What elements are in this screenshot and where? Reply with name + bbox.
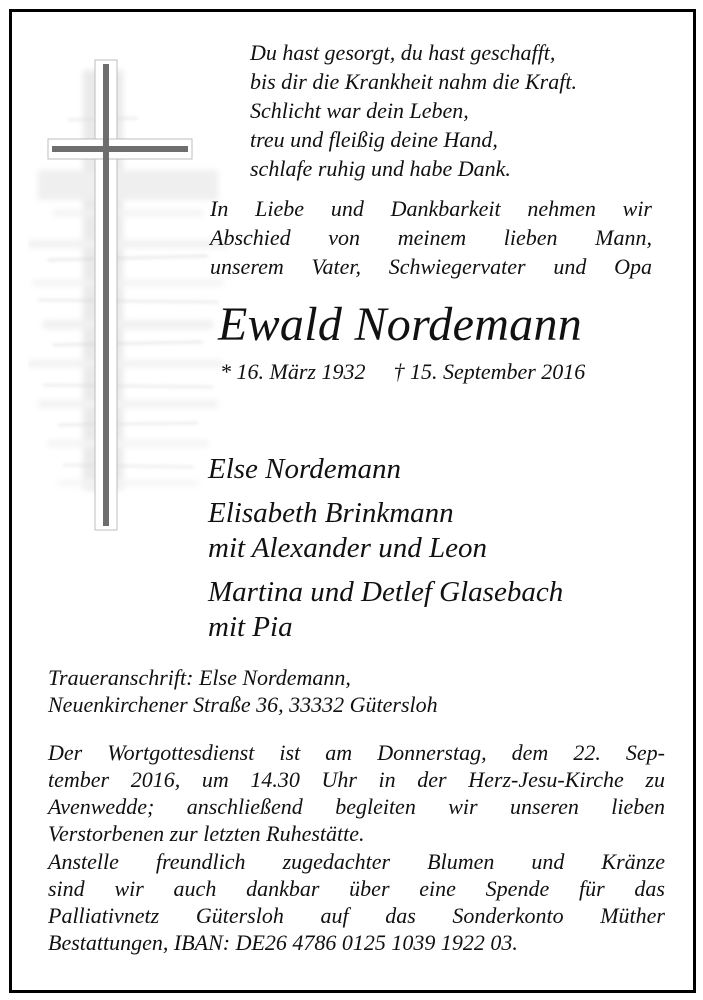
- mourner-group: [208, 496, 668, 566]
- poem: [250, 38, 670, 183]
- address-line: Neuenkirchener Straße 36, 33332 Gütersloh: [48, 692, 438, 717]
- life-dates: [220, 358, 670, 386]
- mourner-name: Else Nordemann: [208, 453, 402, 485]
- donation-line: Bestattungen, IBAN: DE26 4786 0125 1039 1922 03.: [48, 930, 518, 955]
- mourner-name: Martina und Detlef Glasebach: [208, 576, 564, 608]
- intro-line: Abschied von meinem lieben Mann,: [210, 225, 652, 250]
- service-line: tember 2016, um 14.30 Uhr in der Herz-Jesu-Kirche zu: [48, 767, 665, 792]
- service-line: Der Wortgottesdienst ist am Donnerstag, dem 22. Sep-: [48, 740, 665, 765]
- service-line: Verstorbenen zur letzten Ruhestätte.: [48, 821, 365, 846]
- service-info: [48, 739, 665, 847]
- obituary-notice: [9, 9, 696, 993]
- intro-line: unserem Vater, Schwiegervater und Opa: [210, 254, 652, 279]
- donation-line: Palliativnetz Gütersloh auf das Sonderkonto Müther: [48, 903, 665, 928]
- intro-text: [210, 194, 652, 281]
- donation-line: Anstelle freundlich zugedachter Blumen und Kränze: [48, 849, 665, 874]
- cross-icon: [28, 30, 228, 540]
- birth-date: * 16. März 1932: [220, 359, 366, 384]
- poem-line: Du hast gesorgt, du hast geschafft,: [250, 40, 556, 65]
- mourners-list: [208, 452, 668, 654]
- service-line: Avenwedde; anschließend begleiten wir unseren lieben: [48, 794, 665, 819]
- poem-line: schlafe ruhig und habe Dank.: [250, 156, 511, 181]
- mourner-group: [208, 575, 668, 645]
- mourner-name: mit Pia: [208, 611, 293, 643]
- poem-line: treu und fleißig deine Hand,: [250, 127, 498, 152]
- donation-line: sind wir auch dankbar über eine Spende für das: [48, 876, 665, 901]
- mourner-name: mit Alexander und Leon: [208, 532, 487, 564]
- mourner-name: Elisabeth Brinkmann: [208, 497, 454, 529]
- address-line: Traueranschrift: Else Nordemann,: [48, 665, 351, 690]
- mourning-address: [48, 664, 668, 718]
- poem-line: Schlicht war dein Leben,: [250, 98, 469, 123]
- intro-line: In Liebe und Dankbarkeit nehmen wir: [210, 196, 652, 221]
- deceased-name: Ewald Nordemann: [218, 298, 583, 351]
- mourner-group: [208, 452, 668, 487]
- poem-line: bis dir die Krankheit nahm die Kraft.: [250, 69, 577, 94]
- donation-info: [48, 848, 665, 956]
- death-date: † 15. September 2016: [393, 359, 586, 384]
